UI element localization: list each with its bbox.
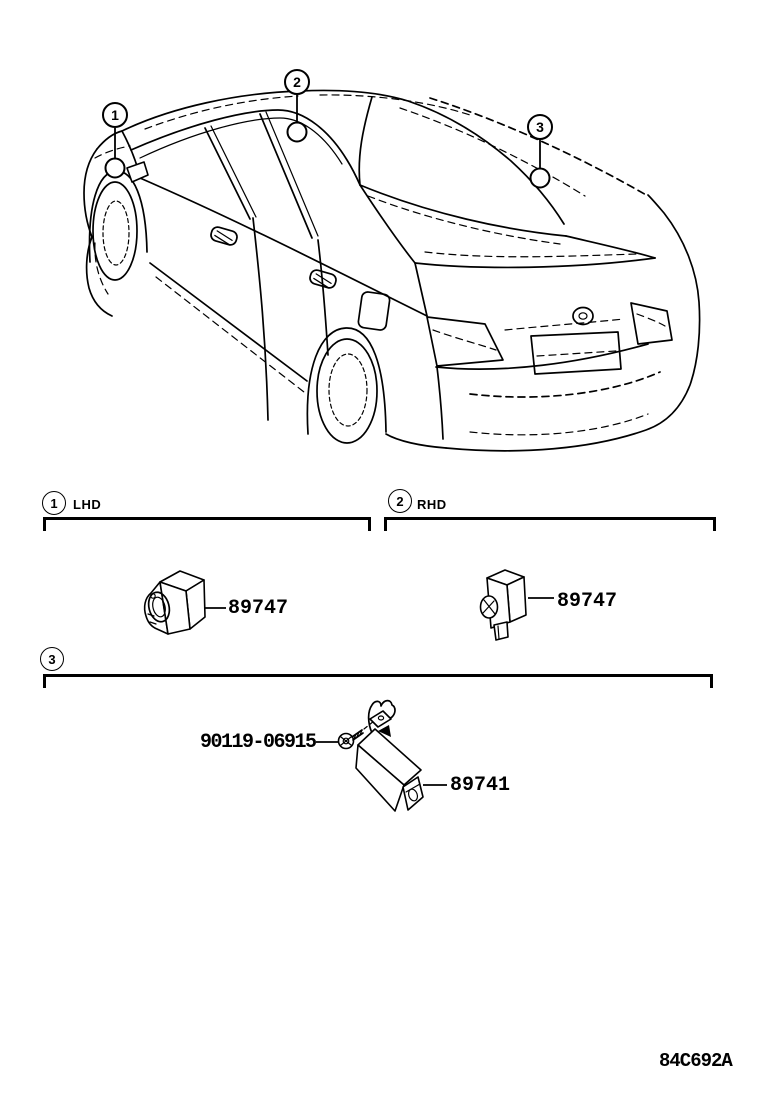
screw-drawing-90119 xyxy=(339,721,375,749)
section-2-badge[interactable]: 2 xyxy=(388,489,412,513)
front-wheel-arch xyxy=(90,171,147,262)
variant-label-rhd: RHD xyxy=(417,497,447,512)
part-number-89741[interactable]: 89741 xyxy=(450,774,511,797)
callout-badge-2[interactable]: 2 xyxy=(284,69,310,95)
tail-lamp-right xyxy=(631,303,672,344)
callout-badge-1[interactable]: 1 xyxy=(102,102,128,128)
callout-badge-3[interactable]: 3 xyxy=(527,114,553,140)
vehicle-callout-leaders xyxy=(106,95,550,188)
emblem xyxy=(573,308,593,325)
callout-1-target xyxy=(106,159,125,178)
rear-wheel xyxy=(317,339,377,443)
section-2-bracket xyxy=(384,517,716,531)
fuel-door xyxy=(358,291,391,331)
trunk-rear-edge xyxy=(415,258,655,267)
front-door-handle xyxy=(210,226,239,247)
callout-2-target xyxy=(288,123,307,142)
part-number-89747-lhd[interactable]: 89747 xyxy=(228,597,289,620)
part-drawing-89741 xyxy=(316,701,447,811)
section-3-badge[interactable]: 3 xyxy=(40,647,64,671)
part-drawing-89747-rhd xyxy=(481,570,555,640)
diagram-code: 84C692A xyxy=(659,1050,732,1072)
section-1-bracket xyxy=(43,517,371,531)
callout-3-target xyxy=(531,169,550,188)
c-pillar xyxy=(260,114,312,238)
section-1-badge[interactable]: 1 xyxy=(42,491,66,515)
front-wheel xyxy=(93,182,137,280)
rear-glass-base xyxy=(360,185,566,236)
rear-wheel-arch xyxy=(307,328,386,434)
variant-label-lhd: LHD xyxy=(73,497,102,512)
mirror xyxy=(127,162,148,182)
part-drawing-89747-lhd xyxy=(145,571,226,634)
tail-lamp-left xyxy=(427,317,503,366)
section-3-bracket xyxy=(43,674,713,688)
b-pillar xyxy=(205,128,250,219)
part-number-90119-06915[interactable]: 90119-06915 xyxy=(200,731,316,754)
part-number-89747-rhd[interactable]: 89747 xyxy=(557,590,618,613)
rear-door-handle xyxy=(309,269,338,290)
vehicle-line-art xyxy=(84,90,700,450)
license-plate-recess xyxy=(531,332,621,374)
